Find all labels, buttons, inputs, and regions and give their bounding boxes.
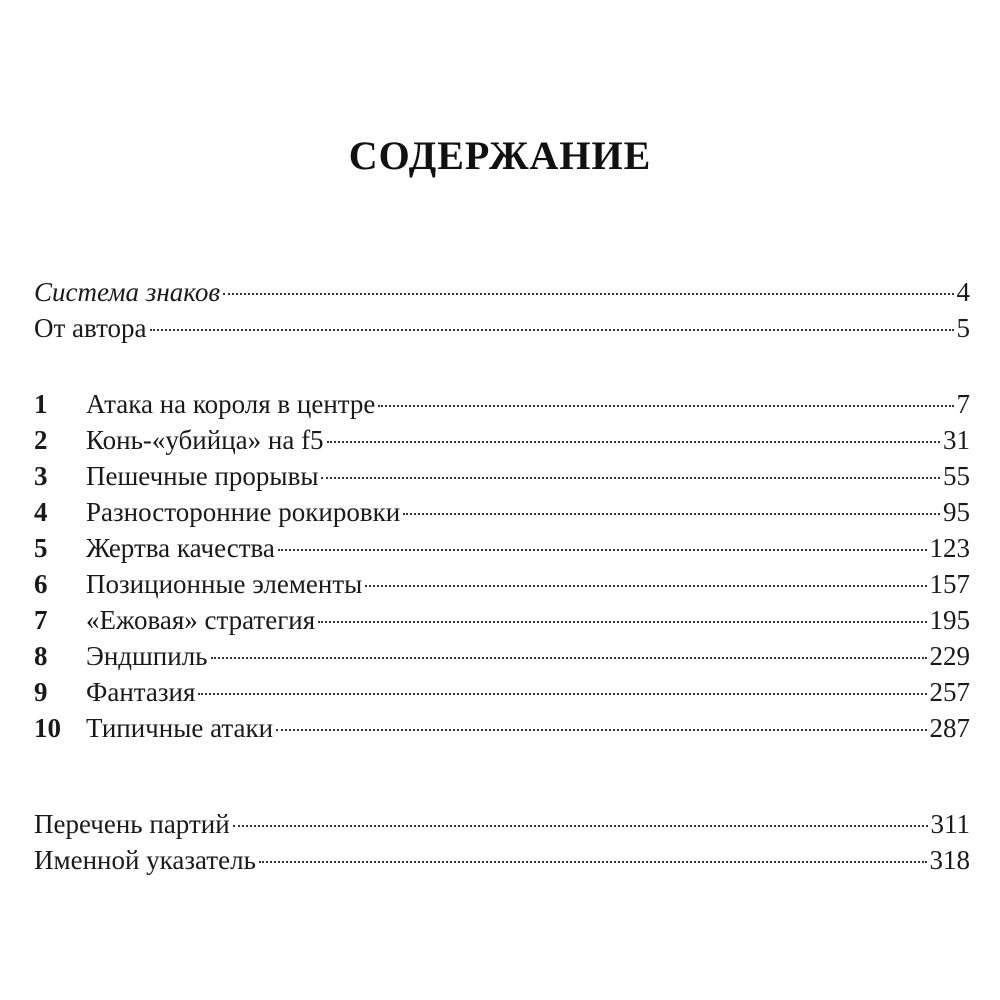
chapter-number: 7	[34, 605, 48, 635]
chapter-page: 195	[929, 605, 970, 635]
chapter-page: 31	[943, 425, 970, 455]
toc-entry-page: 5	[956, 313, 970, 343]
toc-chapter-entry[interactable]	[34, 386, 970, 422]
chapter-page: 257	[929, 677, 970, 707]
toc-chapter-entry[interactable]	[34, 674, 970, 710]
chapter-title: Позиционные элементы	[86, 569, 363, 599]
chapter-number: 8	[34, 641, 48, 671]
dot-leader	[223, 293, 953, 295]
chapter-title: Атака на короля в центре	[86, 389, 376, 419]
toc-entry-label: Система знаков	[34, 277, 221, 307]
toc-entry-name-index[interactable]	[34, 842, 970, 878]
dot-leader	[318, 621, 926, 623]
dot-leader	[211, 657, 927, 659]
chapter-title: «Ежовая» стратегия	[86, 605, 316, 635]
dot-leader	[198, 693, 926, 695]
toc-entry-from-author[interactable]	[34, 310, 970, 346]
toc-entry-page: 318	[929, 845, 970, 875]
chapter-page: 55	[943, 461, 970, 491]
chapter-number: 6	[34, 569, 48, 599]
dot-leader	[321, 477, 940, 479]
toc-entry-symbols[interactable]	[34, 274, 970, 310]
chapter-page: 229	[929, 641, 970, 671]
chapter-page: 123	[929, 533, 970, 563]
toc-chapter-entry[interactable]	[34, 602, 970, 638]
chapter-title: Фантазия	[86, 677, 196, 707]
back-matter-list	[34, 806, 970, 878]
dot-leader	[403, 513, 940, 515]
dot-leader	[378, 405, 953, 407]
toc-chapter-entry[interactable]	[34, 494, 970, 530]
dot-leader	[278, 549, 927, 551]
toc-entry-label: От автора	[34, 313, 147, 343]
chapter-title: Эндшпиль	[86, 641, 208, 671]
toc-chapter-entry[interactable]	[34, 638, 970, 674]
chapter-number: 9	[34, 677, 48, 707]
dot-leader	[327, 441, 940, 443]
chapter-page: 157	[929, 569, 970, 599]
chapter-number: 3	[34, 461, 48, 491]
chapter-number: 5	[34, 533, 48, 563]
chapter-page: 95	[943, 497, 970, 527]
toc-chapter-entry[interactable]	[34, 566, 970, 602]
dot-leader	[365, 585, 926, 587]
dot-leader	[233, 825, 928, 827]
toc-chapter-entry[interactable]	[34, 710, 970, 746]
toc-chapter-entry[interactable]	[34, 530, 970, 566]
dot-leader	[276, 729, 926, 731]
toc-chapter-entry[interactable]	[34, 422, 970, 458]
toc-chapter-entry[interactable]	[34, 458, 970, 494]
chapter-title: Пешечные прорывы	[86, 461, 319, 491]
chapter-list	[34, 386, 970, 746]
toc-entry-page: 311	[930, 809, 970, 839]
chapter-page: 7	[956, 389, 970, 419]
toc-entry-page: 4	[956, 277, 970, 307]
toc-entry-label: Перечень партий	[34, 809, 230, 839]
toc-entry-label: Именной указатель	[34, 845, 256, 875]
chapter-number: 10	[34, 713, 61, 743]
dot-leader	[259, 861, 927, 863]
page-title: СОДЕРЖАНИЕ	[348, 133, 652, 178]
toc-entry-game-list[interactable]	[34, 806, 970, 842]
chapter-number: 2	[34, 425, 48, 455]
chapter-title: Конь-«убийца» на f5	[86, 425, 324, 455]
chapter-number: 4	[34, 497, 48, 527]
front-matter-list	[34, 274, 970, 346]
chapter-number: 1	[34, 389, 48, 419]
chapter-page: 287	[929, 713, 970, 743]
chapter-title: Типичные атаки	[86, 713, 274, 743]
dot-leader	[150, 329, 954, 331]
chapter-title: Разносторонние рокировки	[86, 497, 401, 527]
chapter-title: Жертва качества	[86, 533, 275, 563]
